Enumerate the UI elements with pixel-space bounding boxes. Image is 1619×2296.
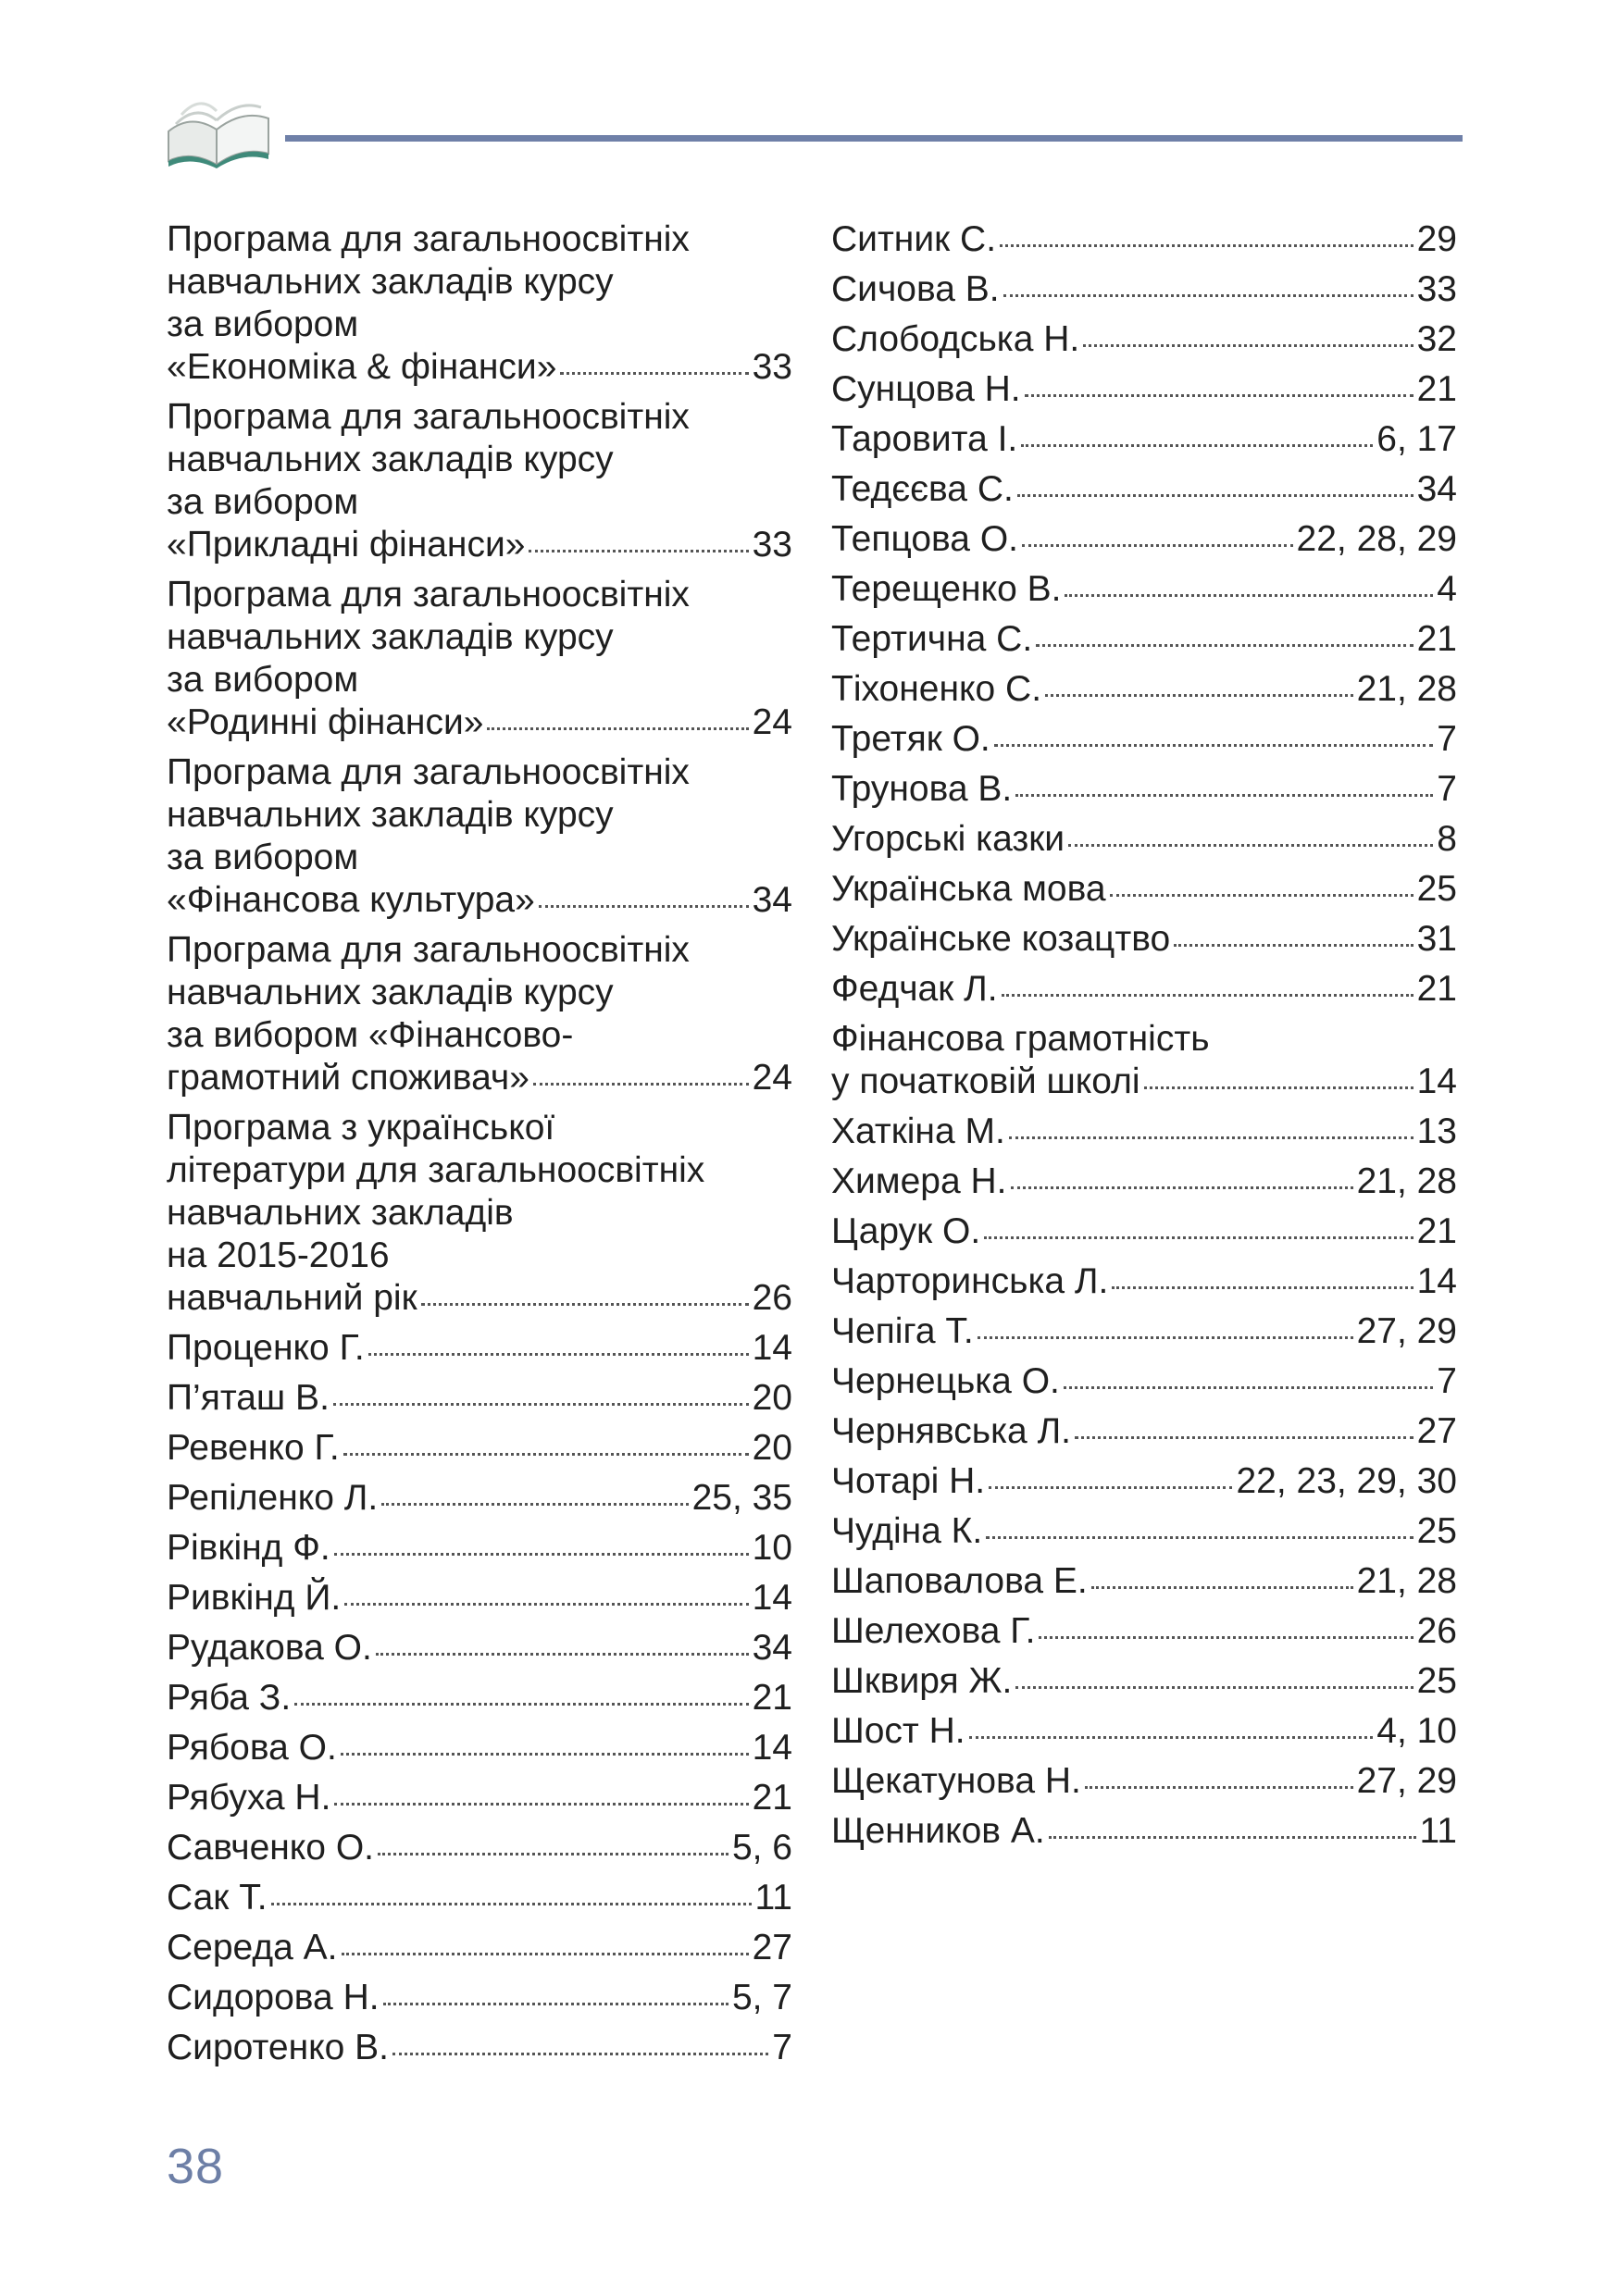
index-entry — [831, 1460, 1457, 1503]
entry-pages: 33 — [752, 347, 792, 387]
dot-leader — [1085, 1786, 1353, 1789]
entry-name: Трунова В. — [831, 769, 1013, 809]
entry-name: Шост Н. — [831, 1711, 965, 1751]
entry-pages: 22, 28, 29 — [1296, 519, 1457, 559]
index-entry — [831, 768, 1457, 811]
dot-leader — [1112, 1286, 1413, 1289]
index-entry — [831, 1560, 1457, 1603]
dot-leader — [1064, 1386, 1433, 1389]
entry-pages: 13 — [1416, 1111, 1457, 1151]
index-entry — [831, 1160, 1457, 1203]
index-entry — [831, 568, 1457, 611]
entry-pages: 25 — [1416, 1511, 1457, 1551]
index-entry — [831, 1260, 1457, 1303]
entry-name: Рябуха Н. — [167, 1778, 331, 1818]
index-entry — [167, 574, 792, 744]
entry-line — [167, 1427, 792, 1470]
entry-name: Химера Н. — [831, 1161, 1007, 1201]
entry-name: «Економіка & фінанси» — [167, 347, 557, 387]
entry-name: Українське козацтво — [831, 919, 1171, 959]
index-column-left — [167, 218, 792, 2077]
index-entry — [167, 1827, 792, 1869]
entry-title-line: Програма для загальноосвітніх — [167, 575, 690, 614]
dot-leader — [969, 1736, 1374, 1739]
entry-name: грамотний споживач» — [167, 1058, 529, 1098]
dot-leader — [1065, 594, 1433, 597]
index-entry — [167, 1677, 792, 1719]
entry-pages: 27 — [752, 1928, 792, 1967]
dot-leader — [341, 1753, 749, 1756]
index-entry — [831, 1710, 1457, 1753]
entry-pages: 24 — [752, 702, 792, 742]
entry-title-line: навчальних закладів курсу — [167, 795, 614, 835]
entry-name: Ряба З. — [167, 1678, 292, 1718]
entry-line — [831, 1410, 1457, 1453]
dot-leader — [1045, 694, 1353, 697]
entry-name: Щекатунова Н. — [831, 1761, 1081, 1801]
entry-line — [167, 1477, 792, 1520]
entry-pages: 22, 23, 29, 30 — [1236, 1461, 1457, 1501]
dot-leader — [1015, 794, 1433, 797]
index-entry — [831, 868, 1457, 911]
entry-pages: 5, 7 — [731, 1978, 792, 2017]
entry-name: Сидорова Н. — [167, 1978, 380, 2017]
index-entry — [831, 1018, 1457, 1103]
entry-line — [831, 1111, 1457, 1153]
index-entry — [167, 1727, 792, 1769]
index-entry — [831, 1310, 1457, 1353]
entry-pages: 4 — [1437, 569, 1457, 609]
entry-pages: 26 — [752, 1278, 792, 1318]
index-entry — [831, 618, 1457, 661]
entry-pages: 21 — [1416, 1211, 1457, 1251]
entry-name: «Фінансова культура» — [167, 880, 535, 920]
entry-pages: 7 — [1437, 719, 1457, 759]
index-entry — [831, 318, 1457, 361]
index-entry — [831, 1410, 1457, 1453]
index-entry — [831, 1610, 1457, 1653]
entry-title-line: за вибором — [167, 304, 359, 344]
entry-pages: 5, 6 — [731, 1828, 792, 1868]
index-entry — [167, 1107, 792, 1320]
entry-line — [831, 968, 1457, 1011]
entry-line — [831, 668, 1457, 711]
dot-leader — [381, 1503, 688, 1506]
index-entry — [831, 918, 1457, 961]
dot-leader — [487, 727, 748, 730]
dot-leader — [343, 1453, 749, 1456]
dot-leader — [984, 1236, 1413, 1239]
index-entry — [831, 968, 1457, 1011]
entry-line — [167, 1677, 792, 1719]
dot-leader — [294, 1703, 748, 1706]
entry-line — [831, 1160, 1457, 1203]
dot-leader — [989, 1486, 1232, 1489]
index-entry — [167, 218, 792, 389]
entry-line — [167, 1377, 792, 1420]
entry-line — [831, 1710, 1457, 1753]
index-entry — [831, 1810, 1457, 1853]
dot-leader — [1011, 1186, 1353, 1189]
index-entry — [167, 1777, 792, 1819]
entry-pages: 20 — [752, 1378, 792, 1418]
entry-line — [167, 1577, 792, 1620]
dot-leader — [1009, 1136, 1414, 1139]
dot-leader — [344, 1603, 748, 1606]
index-entry — [167, 1627, 792, 1669]
entry-title-line: літератури для загальноосвітніх — [167, 1150, 705, 1190]
entry-pages: 27 — [1416, 1411, 1457, 1451]
entry-pages: 25, 35 — [691, 1478, 792, 1518]
index-entry — [167, 1427, 792, 1470]
index-entry — [167, 1877, 792, 1919]
entry-pages: 11 — [1419, 1811, 1457, 1851]
entry-name: Таровита І. — [831, 419, 1018, 459]
dot-leader — [529, 550, 748, 552]
dot-leader — [1091, 1586, 1353, 1589]
entry-name: Тертична С. — [831, 619, 1033, 659]
entry-name: Ситник С. — [831, 219, 997, 259]
entry-name: Слободська Н. — [831, 319, 1080, 359]
dot-leader — [1021, 444, 1373, 447]
entry-line — [167, 1627, 792, 1669]
entry-name: Чотарі Н. — [831, 1461, 986, 1501]
dot-leader — [1049, 1836, 1416, 1839]
index-entry — [831, 218, 1457, 261]
dot-leader — [986, 1536, 1413, 1539]
entry-name: Федчак Л. — [831, 969, 998, 1009]
entry-name: Рябова О. — [167, 1728, 337, 1768]
dot-leader — [1003, 294, 1414, 297]
entry-pages: 24 — [752, 1058, 792, 1098]
entry-name: Чепіга Т. — [831, 1311, 974, 1351]
entry-name: «Родинні фінанси» — [167, 702, 484, 742]
entry-pages: 27, 29 — [1356, 1311, 1457, 1351]
index-entry — [167, 1977, 792, 2019]
index-entry — [831, 718, 1457, 761]
entry-pages: 14 — [752, 1578, 792, 1618]
entry-pages: 29 — [1416, 219, 1457, 259]
dot-leader — [533, 1083, 749, 1086]
dot-leader — [421, 1303, 749, 1306]
entry-line — [167, 346, 792, 389]
entry-line — [831, 818, 1457, 861]
entry-line — [831, 568, 1457, 611]
index-entry — [831, 268, 1457, 311]
entry-name: Шквиря Ж. — [831, 1661, 1013, 1701]
entry-title-line: Фінансова грамотність — [831, 1019, 1210, 1059]
entry-name: Царук О. — [831, 1211, 981, 1251]
entry-title-line: навчальних закладів курсу — [167, 262, 614, 302]
entry-pages: 21, 28 — [1356, 1161, 1457, 1201]
index-entry — [831, 818, 1457, 861]
entry-line — [831, 1810, 1457, 1853]
index-entry — [831, 668, 1457, 711]
entry-line — [167, 1877, 792, 1919]
entry-line — [831, 368, 1457, 411]
entry-name: Чарторинська Л. — [831, 1261, 1109, 1301]
open-book-icon — [163, 76, 274, 168]
index-entry — [167, 929, 792, 1099]
dot-leader — [1174, 944, 1413, 947]
entry-line — [831, 1760, 1457, 1803]
entry-pages: 26 — [1416, 1611, 1457, 1651]
entry-line — [831, 268, 1457, 311]
entry-name: Чудіна К. — [831, 1511, 983, 1551]
dot-leader — [334, 1553, 749, 1556]
entry-name: Тіхоненко С. — [831, 669, 1042, 709]
entry-name: «Прикладні фінанси» — [167, 525, 526, 565]
entry-pages: 34 — [752, 1628, 792, 1668]
entry-line — [831, 768, 1457, 811]
dot-leader — [376, 1653, 749, 1656]
index-entry — [167, 1477, 792, 1520]
entry-pages: 21 — [1416, 969, 1457, 1009]
dot-leader — [333, 1403, 749, 1406]
dot-leader — [368, 1353, 749, 1356]
entry-line — [167, 524, 792, 566]
dot-leader — [1017, 494, 1414, 497]
entry-name: Чернецька О. — [831, 1361, 1060, 1401]
entry-pages: 25 — [1416, 869, 1457, 909]
entry-pages: 21, 28 — [1356, 669, 1457, 709]
entry-line — [831, 868, 1457, 911]
entry-pages: 7 — [772, 2028, 792, 2067]
entry-pages: 10 — [752, 1528, 792, 1568]
entry-name: Савченко О. — [167, 1828, 375, 1868]
entry-line — [831, 1210, 1457, 1253]
dot-leader — [1144, 1086, 1414, 1089]
entry-line — [167, 1727, 792, 1769]
entry-title-line: за вибором «Фінансово- — [167, 1015, 574, 1055]
entry-line — [831, 1610, 1457, 1653]
entry-pages: 11 — [754, 1878, 792, 1917]
index-entry — [167, 1527, 792, 1570]
entry-pages: 7 — [1437, 769, 1457, 809]
index-entry — [831, 418, 1457, 461]
entry-name: Терещенко В. — [831, 569, 1062, 609]
entry-line — [831, 1061, 1457, 1103]
entry-pages: 14 — [1416, 1261, 1457, 1301]
entry-line — [167, 1527, 792, 1570]
entry-pages: 20 — [752, 1428, 792, 1468]
entry-line — [831, 518, 1457, 561]
entry-line — [167, 701, 792, 744]
entry-pages: 7 — [1437, 1361, 1457, 1401]
entry-line — [831, 918, 1457, 961]
entry-title-line: навчальних закладів курсу — [167, 973, 614, 1012]
entry-line — [167, 1977, 792, 2019]
index-entry — [831, 1760, 1457, 1803]
dot-leader — [1002, 994, 1414, 997]
dot-leader — [1039, 1636, 1413, 1639]
dot-leader — [539, 905, 749, 908]
entry-name: Ревенко Г. — [167, 1428, 340, 1468]
index-entry — [831, 368, 1457, 411]
entry-title-line: навчальних закладів курсу — [167, 617, 614, 657]
entry-pages: 34 — [752, 880, 792, 920]
entry-line — [167, 879, 792, 922]
dot-leader — [560, 372, 748, 375]
entry-line — [831, 1510, 1457, 1553]
dot-leader — [994, 744, 1434, 747]
entry-title-line: Програма для загальноосвітніх — [167, 752, 690, 792]
index-entry — [167, 1327, 792, 1370]
entry-name: Сичова В. — [831, 269, 1000, 309]
entry-line — [167, 1277, 792, 1320]
entry-line — [831, 1360, 1457, 1403]
entry-title-line: навчальних закладів курсу — [167, 440, 614, 479]
entry-title-line: на 2015-2016 — [167, 1235, 390, 1275]
entry-title-line: за вибором — [167, 482, 359, 522]
entry-name: Середа А. — [167, 1928, 338, 1967]
entry-line — [831, 1560, 1457, 1603]
dot-leader — [1083, 344, 1413, 347]
entry-line — [831, 218, 1457, 261]
index-entry — [167, 1377, 792, 1420]
entry-pages: 14 — [752, 1728, 792, 1768]
entry-name: Третяк О. — [831, 719, 990, 759]
index-entry — [831, 518, 1457, 561]
dot-leader — [378, 1853, 729, 1855]
entry-name: Рудакова О. — [167, 1628, 372, 1668]
entry-pages: 33 — [1416, 269, 1457, 309]
entry-pages: 31 — [1416, 919, 1457, 959]
entry-pages: 33 — [752, 525, 792, 565]
dot-leader — [383, 2003, 729, 2005]
entry-line — [167, 1327, 792, 1370]
entry-pages: 32 — [1416, 319, 1457, 359]
entry-line — [831, 718, 1457, 761]
entry-line — [167, 1777, 792, 1819]
entry-name: Репіленко Л. — [167, 1478, 379, 1518]
dot-leader — [978, 1336, 1353, 1339]
entry-pages: 4, 10 — [1376, 1711, 1457, 1751]
entry-line — [831, 468, 1457, 511]
entry-pages: 21 — [752, 1778, 792, 1818]
entry-line — [831, 618, 1457, 661]
entry-pages: 21 — [1416, 369, 1457, 409]
entry-line — [831, 418, 1457, 461]
index-column-right — [831, 218, 1457, 1860]
entry-name: Шаповалова Е. — [831, 1561, 1088, 1601]
entry-title-line: Програма для загальноосвітніх — [167, 930, 690, 970]
index-entry — [831, 1210, 1457, 1253]
entry-title-line: навчальних закладів — [167, 1193, 514, 1233]
entry-name: Сиротенко В. — [167, 2028, 389, 2067]
entry-name: Українська мова — [831, 869, 1106, 909]
entry-line — [167, 1057, 792, 1099]
dot-leader — [271, 1903, 752, 1905]
entry-title-line: Програма для загальноосвітніх — [167, 219, 690, 259]
entry-pages: 27, 29 — [1356, 1761, 1457, 1801]
entry-name: Хаткіна М. — [831, 1111, 1005, 1151]
dot-leader — [392, 2053, 768, 2055]
index-entry — [167, 1927, 792, 1969]
entry-pages: 21, 28 — [1356, 1561, 1457, 1601]
entry-pages: 14 — [752, 1328, 792, 1368]
index-entry — [167, 396, 792, 566]
entry-title-line: за вибором — [167, 838, 359, 877]
dot-leader — [1015, 1686, 1413, 1689]
entry-pages: 21 — [752, 1678, 792, 1718]
dot-leader — [342, 1953, 749, 1955]
entry-line — [167, 1927, 792, 1969]
dot-leader — [334, 1803, 748, 1806]
entry-name: Ривкінд Й. — [167, 1578, 342, 1618]
index-entry — [831, 1360, 1457, 1403]
entry-line — [167, 2027, 792, 2069]
entry-pages: 6, 17 — [1376, 419, 1457, 459]
entry-pages: 14 — [1416, 1061, 1457, 1101]
entry-name: Проценко Г. — [167, 1328, 365, 1368]
entry-line — [831, 1310, 1457, 1353]
entry-name: Тепцова О. — [831, 519, 1019, 559]
entry-name: Рівкінд Ф. — [167, 1528, 330, 1568]
dot-leader — [1110, 894, 1414, 897]
entry-title-line: Програма для загальноосвітніх — [167, 397, 690, 437]
index-entry — [167, 751, 792, 922]
entry-name: П’яташ В. — [167, 1378, 330, 1418]
entry-name: Щенников А. — [831, 1811, 1045, 1851]
entry-name: Угорські казки — [831, 819, 1065, 859]
entry-line — [167, 1827, 792, 1869]
entry-title-line: за вибором — [167, 660, 359, 700]
entry-line — [831, 1260, 1457, 1303]
index-entry — [831, 1660, 1457, 1703]
dot-leader — [1068, 844, 1433, 847]
header-rule — [285, 135, 1463, 142]
dot-leader — [1036, 644, 1413, 647]
entry-name: Шелехова Г. — [831, 1611, 1036, 1651]
entry-title-line: Програма з української — [167, 1108, 555, 1148]
entry-pages: 21 — [1416, 619, 1457, 659]
index-entry — [831, 1510, 1457, 1553]
entry-line — [831, 1660, 1457, 1703]
dot-leader — [1022, 544, 1293, 547]
dot-leader — [1025, 394, 1414, 397]
dot-leader — [1075, 1436, 1414, 1439]
index-entry — [831, 1111, 1457, 1153]
entry-name: Сак Т. — [167, 1878, 268, 1917]
entry-name: у початковій школі — [831, 1061, 1140, 1101]
entry-pages: 34 — [1416, 469, 1457, 509]
page-number: 38 — [167, 2139, 225, 2194]
index-entry — [167, 2027, 792, 2069]
index-entry — [167, 1577, 792, 1620]
entry-name: Тедєєва С. — [831, 469, 1014, 509]
entry-name: Чернявська Л. — [831, 1411, 1072, 1451]
dot-leader — [1000, 244, 1414, 247]
entry-name: Сунцова Н. — [831, 369, 1021, 409]
entry-line — [831, 318, 1457, 361]
entry-line — [831, 1460, 1457, 1503]
entry-name: навчальний рік — [167, 1278, 417, 1318]
entry-pages: 8 — [1437, 819, 1457, 859]
entry-pages: 25 — [1416, 1661, 1457, 1701]
index-entry — [831, 468, 1457, 511]
